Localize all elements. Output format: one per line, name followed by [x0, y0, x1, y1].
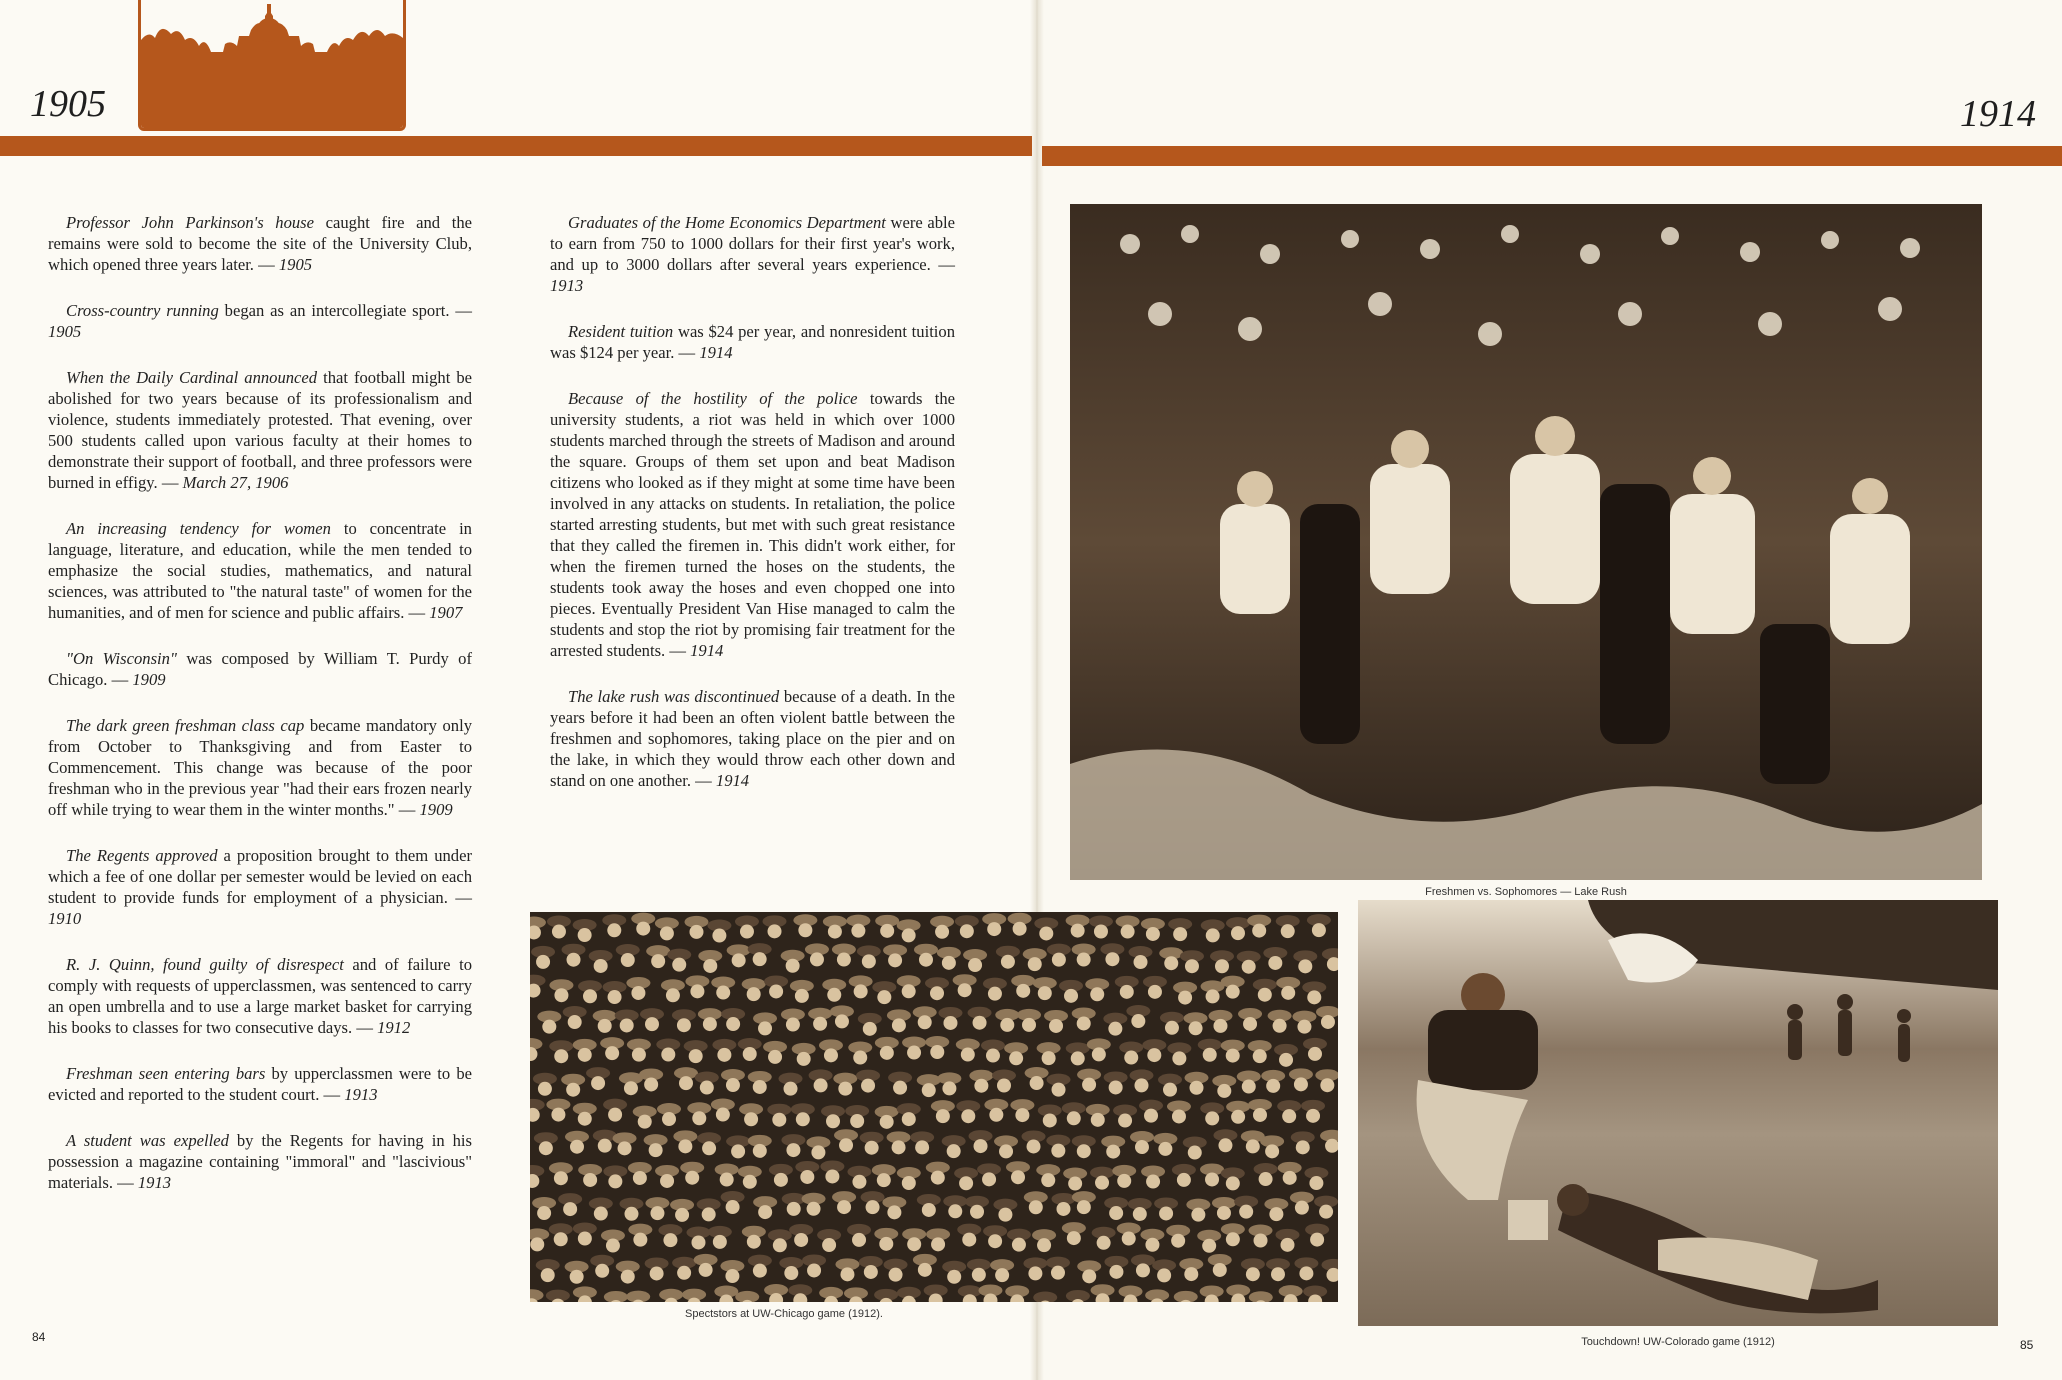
- entry-body: began as an intercollegiate sport. —: [218, 301, 472, 320]
- entry-paragraph: [48, 300, 472, 342]
- entry-lead: Graduates of the Home Economics Department: [568, 213, 886, 232]
- year-left: 1905: [30, 83, 106, 125]
- entry-date: 1907: [429, 603, 463, 622]
- orange-rule-left: [0, 136, 1032, 156]
- page-number-left: 84: [32, 1330, 46, 1344]
- entry-lead: The lake rush was discontinued: [568, 687, 780, 706]
- lake-rush-photo: [1070, 204, 1982, 880]
- entry-date: 1913: [550, 276, 584, 295]
- year-right: 1914: [1960, 93, 2036, 135]
- entry-body: to concentrate in language, literature, and education, while the men tended to emphasize the social studies, mathematics, and natural sciences, was attributed to "the natural taste" of women for the humanities, and of men for science and public affairs. —: [48, 519, 472, 622]
- entry-paragraph: [48, 518, 472, 623]
- entry-body: was $24 per year, and nonresident tuition was $124 per year. —: [550, 322, 956, 362]
- entry-paragraph: [48, 954, 472, 1038]
- entry-date: 1914: [715, 771, 750, 790]
- spectators-photo: [530, 912, 1338, 1302]
- entry-lead: When the Daily Cardinal announced: [66, 368, 318, 387]
- entry-date: 1905: [278, 255, 313, 274]
- entry-body: that football might be abolished for two years because of its professionalism and violence, students immediately protested. That evening, over 500 students called upon various faculty at their homes to demonstrate their support of football, and three professors were burned in effigy. —: [48, 368, 472, 492]
- entry-lead: An increasing tendency for women: [66, 519, 331, 538]
- spectators-caption: Spectstors at UW-Chicago game (1912).: [685, 1308, 883, 1320]
- entry-date: 1910: [48, 909, 82, 928]
- entry-body: were able to earn from 750 to 1000 dollars for their first year's work, and up to 3000 dollars after several years experience. —: [550, 213, 955, 274]
- entry-paragraph: [48, 715, 472, 820]
- entry-paragraph: [48, 1130, 472, 1193]
- entry-lead: Resident tuition: [568, 322, 674, 341]
- entry-paragraph: [48, 212, 472, 275]
- entry-date: March 27, 1906: [182, 473, 289, 492]
- entry-date: 1913: [344, 1085, 378, 1104]
- capitol-logo: [138, 0, 406, 131]
- entry-paragraph: [48, 845, 472, 929]
- entry-body: and of failure to comply with requests of upperclassmen, was sentenced to carry an open umbrella and to use a large market basket for carrying his books to classes for two consecutive days. —: [48, 955, 472, 1037]
- entry-lead: Because of the hostility of the police: [568, 389, 858, 408]
- entry-lead: Freshman seen entering bars: [66, 1064, 266, 1083]
- page-number-right: 85: [2020, 1338, 2034, 1352]
- entry-lead: The dark green freshman class cap: [66, 716, 305, 735]
- entry-paragraph: [48, 1063, 472, 1105]
- entry-date: 1909: [419, 800, 453, 819]
- entry-lead: The Regents approved: [66, 846, 218, 865]
- entry-date: 1909: [132, 670, 166, 689]
- entry-body: was composed by William T. Purdy of Chicago. —: [48, 649, 472, 689]
- touchdown-caption: Touchdown! UW-Colorado game (1912): [1581, 1336, 1775, 1348]
- entry-paragraph: [550, 388, 955, 661]
- entry-body: caught fire and the remains were sold to become the site of the University Club, which opened three years later. —: [48, 213, 472, 274]
- entry-body: by the Regents for having in his possession a magazine containing "immoral" and "lascivious" materials. —: [48, 1131, 472, 1192]
- entry-lead: Cross-country running: [66, 301, 219, 320]
- entry-date: 1914: [690, 641, 724, 660]
- entry-body: became mandatory only from October to Thanksgiving and from Easter to Commencement. This change was because of the poor freshman who in the previous year "had their ears frozen nearly off while trying to wear them in the winter months." —: [48, 716, 472, 819]
- entry-lead: Professor John Parkinson's house: [66, 213, 314, 232]
- touchdown-photo: [1358, 900, 1998, 1326]
- left-text-column: [48, 212, 472, 1218]
- entry-paragraph: [550, 686, 955, 791]
- entry-paragraph: [550, 321, 955, 363]
- entry-date: 1912: [377, 1018, 411, 1037]
- lake-rush-caption: Freshmen vs. Sophomores — Lake Rush: [1425, 886, 1627, 898]
- entry-body: because of a death. In the years before it had been an often violent battle between the freshmen and sophomores, taking place on the pier and on the lake, in which they would throw each other down and stand on one another. —: [550, 687, 955, 790]
- entry-body: towards the university students, a riot was held in which over 1000 students marched through the streets of Madison and around the square. Groups of them set upon and beat Madison citizens who looked as if they might at some time have been involved in any attacks on students. In retaliation, the police started arresting students, but met with such great resistance that they called the firemen in. This didn't work either, for when the firemen turned the hoses on the students, the students took away the hoses and even chopped one into pieces. Eventually President Van Hise managed to calm the students and stop the riot by promising fair treatment for the arrested students. —: [550, 389, 956, 660]
- entry-paragraph: [550, 212, 955, 296]
- middle-text-column: [550, 212, 955, 816]
- entry-lead: A student was expelled: [66, 1131, 229, 1150]
- entry-paragraph: [48, 648, 472, 690]
- orange-rule-right: [1042, 146, 2062, 166]
- entry-lead: R. J. Quinn, found guilty of disrespect: [66, 955, 344, 974]
- entry-paragraph: [48, 367, 472, 493]
- entry-date: 1913: [137, 1173, 172, 1192]
- entry-date: 1905: [48, 322, 82, 341]
- entry-lead: "On Wisconsin": [66, 649, 177, 668]
- entry-date: 1914: [699, 343, 733, 362]
- entry-body: a proposition brought to them under which a fee of one dollar per semester would be levied on each student to provide funds for employment of a physician. —: [48, 846, 472, 907]
- entry-body: by upperclassmen were to be evicted and reported to the student court. —: [48, 1064, 472, 1104]
